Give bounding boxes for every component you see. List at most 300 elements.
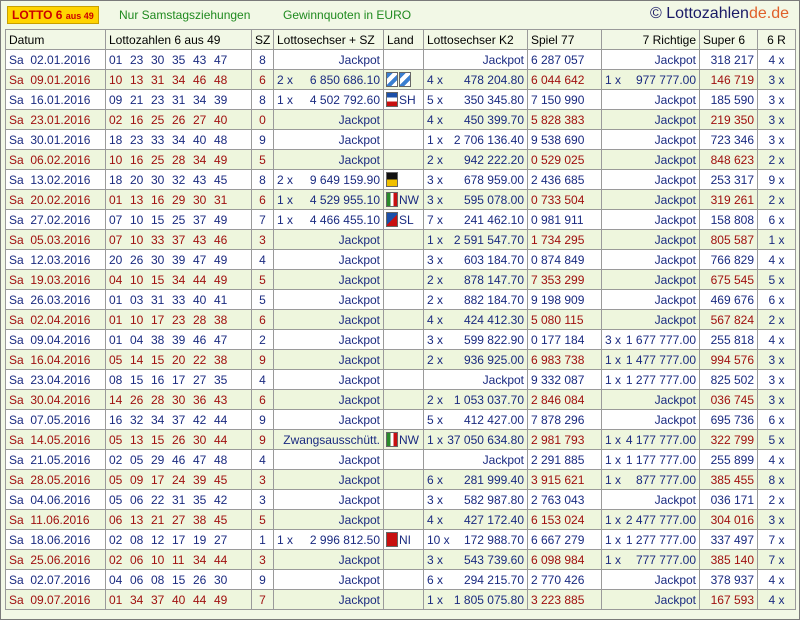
- quote-value: 599 822.90: [463, 332, 524, 347]
- quote-value: 9 649 159.90: [309, 172, 380, 187]
- super6-number-cell: 805 587: [700, 230, 758, 250]
- six-correct-count-cell: 7 x: [758, 530, 796, 550]
- lotto-number: 34: [172, 272, 186, 287]
- lotto-number: 27: [214, 532, 228, 547]
- draw-date: 25.06.2016: [30, 552, 91, 567]
- jackpot-sechser-sz-cell: [274, 330, 384, 350]
- draw-date-cell: [6, 470, 106, 490]
- lotto-number: 30: [193, 192, 207, 207]
- table-row[interactable]: [6, 390, 796, 410]
- column-header: Land: [384, 30, 424, 50]
- lotto-numbers-cell: [106, 290, 252, 310]
- winner-count: 3 x: [427, 552, 444, 567]
- jackpot-sechser-sz-cell: [274, 450, 384, 470]
- table-header-row: [6, 30, 796, 50]
- spiel77-number-cell: 9 332 087: [528, 370, 602, 390]
- quote-value: Jackpot: [338, 472, 380, 487]
- jackpot-sechser-sz-cell: [274, 250, 384, 270]
- table-row[interactable]: [6, 530, 796, 550]
- land-cell: [384, 510, 424, 530]
- quote-value: Jackpot: [338, 312, 380, 327]
- lotto-number: 48: [214, 132, 228, 147]
- land-cell: [384, 390, 424, 410]
- lotto-number: 46: [214, 232, 228, 247]
- lotto-number: 27: [193, 112, 207, 127]
- lotto-number: 39: [214, 92, 228, 107]
- quote-value: Jackpot: [338, 112, 380, 127]
- land-cell: [384, 270, 424, 290]
- logo-main: LOTTO 6: [12, 8, 63, 22]
- quote-value: 878 147.70: [463, 272, 524, 287]
- lotto-numbers-cell: [106, 350, 252, 370]
- quote-value: Jackpot: [338, 152, 380, 167]
- table-row[interactable]: [6, 590, 796, 610]
- winner-count: 1 x: [605, 72, 622, 87]
- table-row[interactable]: [6, 70, 796, 90]
- quote-value: Jackpot: [654, 592, 696, 607]
- table-row[interactable]: [6, 150, 796, 170]
- lotto-number: 02: [109, 552, 123, 567]
- super6-number-cell: 723 346: [700, 130, 758, 150]
- spiel77-number-cell: 6 098 984: [528, 550, 602, 570]
- lotto-number: 23: [151, 92, 165, 107]
- lotto-number: 29: [172, 192, 186, 207]
- six-correct-count-cell: 1 x: [758, 230, 796, 250]
- draw-date: 30.04.2016: [30, 392, 91, 407]
- lotto-numbers-cell: [106, 410, 252, 430]
- superzahl-cell: 4: [252, 370, 274, 390]
- land-cell: [384, 550, 424, 570]
- spiel77-number-cell: 9 538 690: [528, 130, 602, 150]
- lotto-number: 25: [151, 152, 165, 167]
- seven-correct-cell: [602, 410, 700, 430]
- table-row[interactable]: [6, 350, 796, 370]
- lotto-number: 26: [193, 572, 207, 587]
- state-flag-icon: [386, 212, 398, 227]
- weekday: Sa: [9, 312, 24, 327]
- spiel77-number-cell: 6 983 738: [528, 350, 602, 370]
- jackpot-sechser-sz-cell: [274, 130, 384, 150]
- table-row[interactable]: [6, 490, 796, 510]
- land-cell: [384, 250, 424, 270]
- quote-value: 4 502 792.60: [309, 92, 380, 107]
- quote-value: Jackpot: [654, 92, 696, 107]
- quote-value: Jackpot: [654, 232, 696, 247]
- land-cell: [384, 590, 424, 610]
- lotto-number: 17: [172, 372, 186, 387]
- winner-count: 1 x: [277, 532, 294, 547]
- superzahl-cell: 5: [252, 150, 274, 170]
- winner-count: 1 x: [605, 372, 622, 387]
- weekday: Sa: [9, 512, 24, 527]
- lotto-number: 33: [151, 232, 165, 247]
- land-cell: [384, 310, 424, 330]
- quote-value: Jackpot: [482, 452, 524, 467]
- weekday: Sa: [9, 592, 24, 607]
- lotto-number: 10: [109, 72, 123, 87]
- lotto-number: 08: [130, 532, 144, 547]
- lotto-number: 09: [130, 472, 144, 487]
- six-correct-count-cell: 5 x: [758, 430, 796, 450]
- logo-small: aus 49: [65, 11, 94, 21]
- quote-value: Jackpot: [338, 572, 380, 587]
- lotto-number: 15: [172, 572, 186, 587]
- table-row[interactable]: [6, 370, 796, 390]
- super6-number-cell: 337 497: [700, 530, 758, 550]
- spiel77-number-cell: 0 733 504: [528, 190, 602, 210]
- superzahl-cell: 2: [252, 330, 274, 350]
- six-correct-count-cell: 6 x: [758, 410, 796, 430]
- lotto-number: 25: [151, 112, 165, 127]
- land-cell: [384, 370, 424, 390]
- lotto-number: 15: [151, 212, 165, 227]
- lotto-numbers-cell: [106, 490, 252, 510]
- lotto-number: 38: [214, 352, 228, 367]
- lotto-number: 44: [214, 552, 228, 567]
- draw-date: 11.06.2016: [30, 512, 90, 527]
- winner-count: 4 x: [427, 512, 444, 527]
- draw-date: 09.04.2016: [30, 332, 91, 347]
- quote-value: 427 172.40: [463, 512, 524, 527]
- lotto-number: 14: [109, 392, 123, 407]
- winner-count: 1 x: [277, 92, 294, 107]
- sechser-k2-cell: [424, 530, 528, 550]
- super6-number-cell: 848 623: [700, 150, 758, 170]
- quote-value: Jackpot: [654, 272, 696, 287]
- winner-count: 1 x: [277, 192, 294, 207]
- lotto-number: 05: [109, 472, 123, 487]
- super6-number-cell: 255 818: [700, 330, 758, 350]
- lotto-number: 23: [130, 132, 144, 147]
- lotto-numbers-cell: [106, 330, 252, 350]
- winner-count: 6 x: [427, 572, 444, 587]
- seven-correct-cell: [602, 450, 700, 470]
- draw-date: 23.01.2016: [30, 112, 91, 127]
- lotto-number: 10: [130, 272, 144, 287]
- lotto-number: 06: [130, 552, 144, 567]
- lotto-number: 32: [130, 412, 144, 427]
- lotto-number: 01: [109, 312, 123, 327]
- winner-count: 3 x: [427, 332, 444, 347]
- super6-number-cell: 469 676: [700, 290, 758, 310]
- super6-number-cell: 825 502: [700, 370, 758, 390]
- column-header: Datum: [6, 30, 106, 50]
- winner-count: 4 x: [427, 312, 444, 327]
- table-row[interactable]: [6, 450, 796, 470]
- sechser-k2-cell: [424, 90, 528, 110]
- lotto-number: 49: [214, 152, 228, 167]
- lotto-number: 22: [151, 492, 165, 507]
- lotto-number: 49: [214, 592, 228, 607]
- quote-value: 294 215.70: [463, 572, 524, 587]
- lotto-number: 37: [172, 232, 186, 247]
- draw-date-cell: [6, 570, 106, 590]
- lotto-number: 31: [151, 292, 165, 307]
- lotto-numbers-cell: [106, 530, 252, 550]
- super6-number-cell: 378 937: [700, 570, 758, 590]
- lotto-number: 40: [193, 132, 207, 147]
- weekday: Sa: [9, 52, 24, 67]
- jackpot-sechser-sz-cell: [274, 410, 384, 430]
- quote-value: 2 996 812.50: [309, 532, 380, 547]
- state-code: NW: [399, 193, 419, 207]
- column-header: Lottozahlen 6 aus 49: [106, 30, 252, 50]
- draw-date: 02.04.2016: [30, 312, 91, 327]
- lotto-number: 02: [109, 452, 123, 467]
- land-cell: [384, 330, 424, 350]
- quote-value: 412 427.00: [463, 412, 524, 427]
- lotto-number: 38: [193, 512, 207, 527]
- sechser-k2-cell: [424, 210, 528, 230]
- draw-date-cell: [6, 490, 106, 510]
- winner-count: 3 x: [427, 252, 444, 267]
- lotto-number: 21: [151, 512, 165, 527]
- table-row[interactable]: [6, 210, 796, 230]
- superzahl-cell: 6: [252, 390, 274, 410]
- sechser-k2-cell: [424, 70, 528, 90]
- jackpot-sechser-sz-cell: [274, 170, 384, 190]
- super6-number-cell: 385 140: [700, 550, 758, 570]
- table-row[interactable]: [6, 290, 796, 310]
- seven-correct-cell: [602, 430, 700, 450]
- weekday: Sa: [9, 132, 24, 147]
- draw-date: 09.07.2016: [30, 592, 91, 607]
- winner-count: 1 x: [605, 472, 622, 487]
- lotto-numbers-cell: [106, 450, 252, 470]
- table-row[interactable]: [6, 510, 796, 530]
- table-row[interactable]: [6, 90, 796, 110]
- column-header: SZ: [252, 30, 274, 50]
- draw-date: 14.05.2016: [30, 432, 91, 447]
- quote-value: 450 399.70: [463, 112, 524, 127]
- lotto-number: 13: [130, 72, 144, 87]
- lotto-numbers-cell: [106, 570, 252, 590]
- table-row[interactable]: [6, 570, 796, 590]
- subtitle-saturday-draws: Nur Samstagsziehungen: [119, 8, 251, 22]
- quote-value: Jackpot: [338, 232, 380, 247]
- draw-date: 20.02.2016: [30, 192, 91, 207]
- table-row[interactable]: [6, 550, 796, 570]
- lotto-numbers-cell: [106, 90, 252, 110]
- super6-number-cell: 675 545: [700, 270, 758, 290]
- quote-value: 1 277 777.00: [625, 372, 696, 387]
- draw-date: 28.05.2016: [30, 472, 91, 487]
- seven-correct-cell: [602, 490, 700, 510]
- table-row[interactable]: [6, 190, 796, 210]
- lotto-number: 12: [151, 532, 165, 547]
- super6-number-cell: 146 719: [700, 70, 758, 90]
- lotto-number: 28: [151, 392, 165, 407]
- spiel77-number-cell: 9 198 909: [528, 290, 602, 310]
- six-correct-count-cell: 4 x: [758, 50, 796, 70]
- spiel77-number-cell: 0 874 849: [528, 250, 602, 270]
- spiel77-number-cell: 2 436 685: [528, 170, 602, 190]
- table-row[interactable]: [6, 470, 796, 490]
- quote-value: 281 999.40: [463, 472, 524, 487]
- six-correct-count-cell: 2 x: [758, 490, 796, 510]
- draw-date-cell: [6, 430, 106, 450]
- spiel77-number-cell: 2 770 426: [528, 570, 602, 590]
- seven-correct-cell: [602, 250, 700, 270]
- lotto-number: 13: [130, 192, 144, 207]
- quote-value: Jackpot: [338, 452, 380, 467]
- weekday: Sa: [9, 112, 24, 127]
- draw-date: 09.01.2016: [30, 72, 91, 87]
- lotto-number: 31: [214, 192, 228, 207]
- table-row[interactable]: [6, 50, 796, 70]
- draw-date-cell: [6, 330, 106, 350]
- quote-value: Jackpot: [482, 52, 524, 67]
- table-row[interactable]: [6, 110, 796, 130]
- weekday: Sa: [9, 252, 24, 267]
- sechser-k2-cell: [424, 330, 528, 350]
- lotto-number: 49: [214, 252, 228, 267]
- winner-count: 2 x: [427, 292, 444, 307]
- draw-date-cell: [6, 450, 106, 470]
- spiel77-number-cell: 3 223 885: [528, 590, 602, 610]
- table-row[interactable]: [6, 130, 796, 150]
- table-row[interactable]: [6, 250, 796, 270]
- draw-date: 06.02.2016: [30, 152, 91, 167]
- jackpot-sechser-sz-cell: [274, 350, 384, 370]
- lotto-number: 05: [109, 352, 123, 367]
- weekday: Sa: [9, 292, 24, 307]
- table-row[interactable]: [6, 230, 796, 250]
- superzahl-cell: 9: [252, 570, 274, 590]
- draw-date-cell: [6, 70, 106, 90]
- quote-value: Jackpot: [338, 352, 380, 367]
- table-row[interactable]: [6, 310, 796, 330]
- lotto-number: 17: [172, 532, 186, 547]
- lotto-numbers-cell: [106, 150, 252, 170]
- lotto-number: 27: [193, 372, 207, 387]
- draw-date: 05.03.2016: [30, 232, 91, 247]
- table-row[interactable]: [6, 170, 796, 190]
- land-cell: [384, 210, 424, 230]
- state-flag-icon: [386, 92, 398, 107]
- six-correct-count-cell: 4 x: [758, 330, 796, 350]
- lotto-number: 44: [193, 592, 207, 607]
- lotto-number: 24: [172, 472, 186, 487]
- lotto-numbers-cell: [106, 470, 252, 490]
- lotto-number: 17: [151, 472, 165, 487]
- column-header: 6 R: [758, 30, 796, 50]
- land-cell: [384, 170, 424, 190]
- lotto-number: 39: [193, 472, 207, 487]
- winner-count: 6 x: [427, 472, 444, 487]
- superzahl-cell: 3: [252, 490, 274, 510]
- lotto-number: 29: [151, 452, 165, 467]
- weekday: Sa: [9, 372, 24, 387]
- sechser-k2-cell: [424, 250, 528, 270]
- superzahl-cell: 4: [252, 250, 274, 270]
- lotto-number: 48: [214, 452, 228, 467]
- draw-date-cell: [6, 350, 106, 370]
- superzahl-cell: 6: [252, 310, 274, 330]
- draw-date: 18.06.2016: [30, 532, 91, 547]
- table-row[interactable]: [6, 410, 796, 430]
- super6-number-cell: 319 261: [700, 190, 758, 210]
- lotto-number: 34: [193, 152, 207, 167]
- quote-value: Jackpot: [338, 552, 380, 567]
- brand-link[interactable]: [650, 5, 789, 23]
- lotto-numbers-cell: [106, 310, 252, 330]
- lotto-number: 27: [172, 512, 186, 527]
- lotto-number: 34: [193, 92, 207, 107]
- super6-number-cell: 219 350: [700, 110, 758, 130]
- spiel77-number-cell: 6 153 024: [528, 510, 602, 530]
- lotto-number: 34: [193, 552, 207, 567]
- draw-date-cell: [6, 130, 106, 150]
- jackpot-sechser-sz-cell: [274, 430, 384, 450]
- lotto-number: 46: [193, 72, 207, 87]
- quote-value: 37 050 634.80: [447, 432, 524, 447]
- sechser-k2-cell: [424, 110, 528, 130]
- table-row[interactable]: [6, 430, 796, 450]
- lotto-numbers-cell: [106, 70, 252, 90]
- winner-count: 1 x: [605, 452, 622, 467]
- draw-date-cell: [6, 290, 106, 310]
- weekday: Sa: [9, 352, 24, 367]
- spiel77-number-cell: 3 915 621: [528, 470, 602, 490]
- state-code: NW: [399, 433, 419, 447]
- lotto-numbers-cell: [106, 270, 252, 290]
- quote-value: 1 805 075.80: [453, 592, 524, 607]
- lotto-numbers-cell: [106, 230, 252, 250]
- table-row[interactable]: [6, 330, 796, 350]
- spiel77-number-cell: 2 981 793: [528, 430, 602, 450]
- lotto-number: 44: [214, 432, 228, 447]
- seven-correct-cell: [602, 130, 700, 150]
- super6-number-cell: 766 829: [700, 250, 758, 270]
- lotto-number: 26: [130, 252, 144, 267]
- results-table: [5, 29, 796, 610]
- state-flag-icon: [386, 172, 398, 187]
- jackpot-sechser-sz-cell: [274, 110, 384, 130]
- lotto-number: 04: [109, 272, 123, 287]
- lotto-numbers-cell: [106, 390, 252, 410]
- winner-count: 1 x: [427, 132, 444, 147]
- land-cell: [384, 190, 424, 210]
- super6-number-cell: 253 317: [700, 170, 758, 190]
- sechser-k2-cell: [424, 170, 528, 190]
- jackpot-sechser-sz-cell: [274, 510, 384, 530]
- quote-value: 172 988.70: [463, 532, 524, 547]
- sechser-k2-cell: [424, 470, 528, 490]
- weekday: Sa: [9, 472, 24, 487]
- draw-date-cell: [6, 210, 106, 230]
- table-row[interactable]: [6, 270, 796, 290]
- lotto-number: 44: [193, 272, 207, 287]
- super6-number-cell: 567 824: [700, 310, 758, 330]
- quote-value: 1 677 777.00: [625, 332, 696, 347]
- superzahl-cell: 6: [252, 70, 274, 90]
- lotto-number: 14: [130, 352, 144, 367]
- winner-count: 1 x: [427, 592, 444, 607]
- lotto-number: 08: [109, 372, 123, 387]
- seven-correct-cell: [602, 550, 700, 570]
- lotto-number: 10: [130, 212, 144, 227]
- winner-count: 5 x: [427, 412, 444, 427]
- lotto-number: 16: [130, 112, 144, 127]
- lotto-number: 45: [214, 512, 228, 527]
- lotto-number: 10: [151, 552, 165, 567]
- lotto-numbers-cell: [106, 170, 252, 190]
- lotto-number: 37: [172, 412, 186, 427]
- lotto-number: 15: [151, 272, 165, 287]
- sechser-k2-cell: [424, 310, 528, 330]
- lotto-number: 10: [130, 232, 144, 247]
